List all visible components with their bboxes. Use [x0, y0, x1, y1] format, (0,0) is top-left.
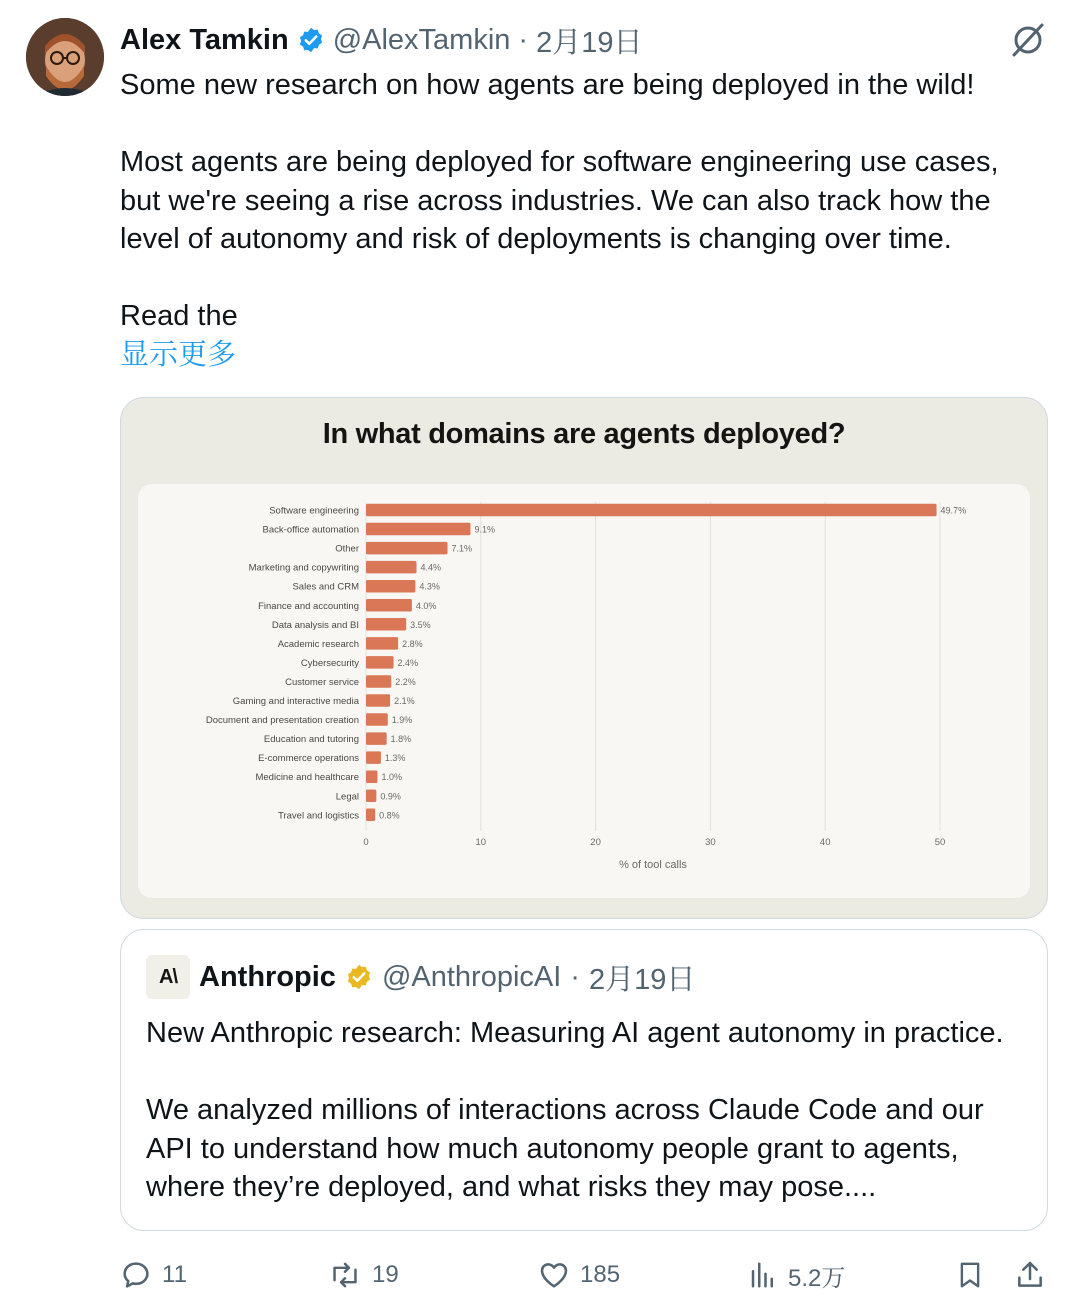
quoted-tweet[interactable]	[120, 929, 1048, 1231]
bookmark-icon	[955, 1259, 985, 1291]
value-label: 1.3%	[384, 753, 406, 764]
quoted-paragraph-1: New Anthropic research: Measuring AI agent autonomy in practice.	[146, 1017, 1004, 1049]
chart-title: In what domains are agents deployed?	[322, 418, 846, 450]
category-label: Medicine and healthcare	[255, 772, 359, 784]
repost-icon	[328, 1259, 362, 1291]
category-label: Education and tutoring	[263, 734, 359, 746]
grok-button[interactable]	[1008, 20, 1048, 60]
author-handle[interactable]: @AlexTamkin	[332, 23, 511, 56]
category-label: Software engineering	[269, 505, 359, 517]
like-count: 185	[580, 1261, 621, 1288]
value-label: 2.1%	[394, 696, 415, 706]
quoted-author-name[interactable]: Anthropic	[199, 960, 336, 993]
value-label: 7.1%	[451, 543, 473, 554]
category-label: Academic research	[277, 638, 359, 650]
bar	[366, 751, 381, 764]
value-label: 0.9%	[380, 791, 401, 802]
tweet-paragraph-1: Some new research on how agents are being deployed in the wild!	[120, 69, 975, 101]
bar	[366, 580, 415, 593]
repost-button[interactable]	[328, 1250, 399, 1300]
views-chart-icon	[748, 1259, 778, 1291]
reply-count: 11	[162, 1261, 187, 1288]
category-label: Back-office automation	[262, 524, 359, 536]
value-label: 9.1%	[474, 524, 495, 535]
category-label: Other	[335, 543, 359, 555]
category-label: Gaming and interactive media	[232, 696, 359, 707]
category-label: Document and presentation creation	[205, 715, 359, 727]
quoted-tweet-header	[146, 956, 695, 998]
tweet-paragraph-2: Most agents are being deployed for software engineering use cases, but we're seeing a rise across industries. We can also track how the level of autonomy and risk of deployments is changing over time.	[120, 146, 999, 255]
value-label: 1.0%	[381, 772, 402, 783]
like-button[interactable]	[538, 1250, 620, 1300]
tweet-paragraph-3: Read the	[120, 300, 238, 332]
tweet-text	[120, 66, 1040, 374]
author-avatar[interactable]	[26, 18, 104, 96]
value-label: 2.8%	[402, 638, 423, 649]
reply-icon	[120, 1259, 152, 1291]
x-tick-label: 20	[590, 837, 601, 849]
heart-icon	[538, 1259, 570, 1291]
tweet-actions-bar	[0, 1250, 1080, 1300]
value-label: 49.7%	[940, 505, 967, 516]
x-tick-label: 10	[475, 837, 487, 849]
x-tick-label: 0	[363, 837, 369, 849]
value-label: 2.2%	[395, 676, 416, 687]
bar	[366, 694, 390, 707]
category-label: Marketing and copywriting	[248, 562, 359, 574]
value-label: 2.4%	[397, 657, 419, 668]
category-label: Cybersecurity	[300, 657, 359, 669]
bar	[366, 675, 391, 688]
quoted-tweet-date[interactable]: 2月19日	[588, 963, 696, 996]
tweet-media-image[interactable]	[120, 397, 1048, 919]
value-label: 3.5%	[410, 619, 431, 630]
tweet-header	[120, 18, 642, 62]
x-tick-label: 50	[934, 837, 946, 849]
bar	[366, 713, 388, 726]
category-label: Customer service	[285, 676, 359, 688]
show-more-link[interactable]: 显示更多	[120, 338, 237, 371]
share-icon	[1014, 1259, 1046, 1291]
bar	[366, 732, 387, 745]
bar	[366, 542, 448, 555]
value-label: 4.0%	[415, 600, 437, 611]
quoted-paragraph-2: We analyzed millions of interactions across Claude Code and our API to understand how much autonomy people grant to agents, where they’re deployed, and what risks they may pose....	[146, 1094, 984, 1203]
x-tick-label: 40	[819, 837, 831, 849]
bar-chart-svg	[138, 484, 1030, 898]
x-tick-label: 30	[705, 837, 716, 849]
verified-gold-badge-icon	[345, 963, 373, 991]
views-button[interactable]	[748, 1250, 845, 1300]
separator-dot: ·	[518, 23, 529, 56]
reply-button[interactable]	[120, 1250, 187, 1300]
category-label: Travel and logistics	[278, 810, 359, 822]
bar	[366, 770, 377, 783]
anthropic-logo-icon: A\	[146, 955, 190, 999]
bar	[366, 790, 376, 803]
value-label: 4.4%	[420, 562, 442, 573]
value-label: 1.9%	[391, 715, 413, 726]
share-button[interactable]	[1014, 1250, 1046, 1300]
repost-count: 19	[372, 1261, 399, 1288]
views-count: 5.2万	[788, 1264, 846, 1292]
grok-icon	[1010, 22, 1046, 58]
category-label: Legal	[335, 791, 359, 803]
tweet-date[interactable]: 2月19日	[536, 26, 643, 59]
bar	[366, 599, 412, 612]
category-label: E-commerce operations	[258, 753, 359, 765]
author-name[interactable]: Alex Tamkin	[120, 23, 289, 56]
value-label: 1.8%	[390, 734, 412, 745]
quoted-author-handle[interactable]: @AnthropicAI	[381, 960, 562, 993]
value-label: 4.3%	[419, 581, 440, 592]
bar	[366, 523, 470, 536]
bar	[366, 504, 937, 517]
x-axis-label: % of tool calls	[619, 859, 687, 872]
category-label: Sales and CRM	[292, 581, 359, 593]
bar	[366, 656, 394, 669]
quoted-separator-dot: ·	[570, 960, 580, 993]
bar	[366, 618, 406, 631]
bar	[366, 561, 417, 574]
bar-chart	[138, 484, 1030, 898]
category-label: Finance and accounting	[258, 600, 359, 612]
bar	[366, 637, 398, 650]
category-label: Data analysis and BI	[271, 619, 359, 631]
bookmark-button[interactable]	[955, 1250, 985, 1300]
bar	[366, 809, 375, 822]
verified-badge-icon	[297, 26, 325, 54]
quoted-tweet-text	[146, 1014, 1026, 1207]
value-label: 0.8%	[379, 810, 400, 821]
